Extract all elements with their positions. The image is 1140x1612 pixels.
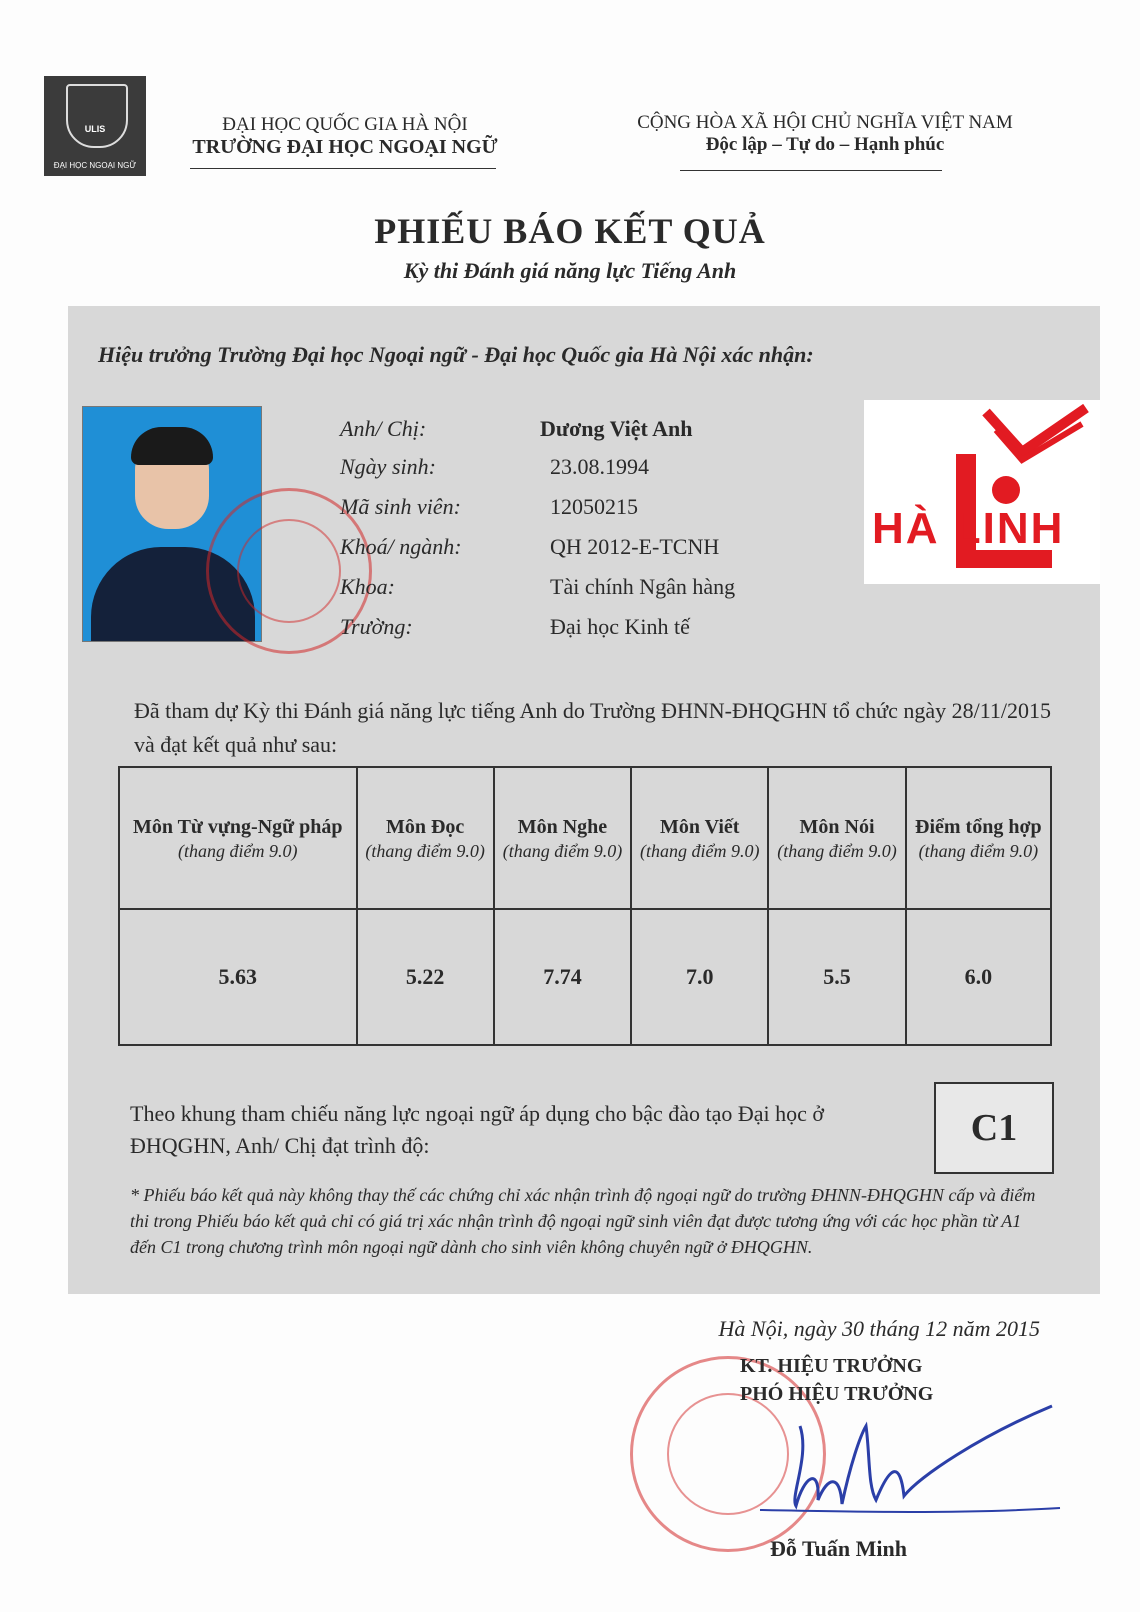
score-grammar: 5.63	[119, 909, 357, 1045]
logo-abbr: ULIS	[84, 124, 106, 134]
label-school: Trường:	[340, 614, 413, 639]
label-course: Khoá/ ngành:	[340, 534, 462, 559]
signatory-line1: KT. HIỆU TRƯỞNG	[740, 1355, 923, 1377]
shield-icon	[66, 84, 128, 148]
page-title: PHIẾU BÁO KẾT QUẢ	[374, 211, 766, 251]
signature-icon	[700, 1396, 1080, 1536]
score-speaking: 5.5	[768, 909, 905, 1045]
table-header-row	[119, 767, 1051, 909]
signatory-line2: PHÓ HIỆU TRƯỞNG	[740, 1383, 934, 1405]
school-logo	[44, 76, 146, 176]
framework-text: Theo khung tham chiếu năng lực ngoại ngữ áp dụng cho bậc đào tạo Đại học ở ĐHQGHN, Anh/ Chị đạt trình độ:	[130, 1101, 825, 1158]
country-name: CỘNG HÒA XÃ HỘI CHỦ NGHĨA VIỆT NAM	[637, 112, 1013, 133]
value-school: Đại học Kinh tế	[550, 614, 690, 639]
value-dob: 23.08.1994	[550, 454, 649, 479]
table-header: Môn Nghe (thang điểm 9.0)	[494, 767, 631, 909]
level-badge: C1	[934, 1082, 1054, 1174]
watermark-logo	[864, 400, 1100, 584]
score-overall: 6.0	[906, 909, 1051, 1045]
footnote: * Phiếu báo kết quả này không thay thế các chứng chỉ xác nhận trình độ ngoại ngữ do trường ĐHNN-ĐHQGHN cấp và điểm thi trong Phiếu báo kết quả chỉ có giá trị xác nhận trình độ ngoại ngữ sinh viên đạt được tương ứng với các học phần từ A1 đến C1 trong chương trình môn ngoại ngữ dành cho sinh viên không chuyên ngữ ở ĐHQGHN.	[130, 1185, 1036, 1257]
university-name: ĐẠI HỌC QUỐC GIA HÀ NỘI	[222, 114, 468, 135]
table-header: Môn Đọc (thang điểm 9.0)	[357, 767, 494, 909]
header-right	[600, 112, 1050, 156]
label-faculty: Khoa:	[340, 574, 395, 599]
score-listening: 7.74	[494, 909, 631, 1045]
logo-caption: ĐẠI HỌC NGOẠI NGỮ	[53, 161, 137, 170]
header-left	[160, 114, 530, 159]
label-student-id: Mã sinh viên:	[340, 494, 461, 519]
signer-name: Đỗ Tuấn Minh	[770, 1536, 907, 1561]
divider	[190, 168, 496, 169]
label-name: Anh/ Chị:	[340, 416, 427, 441]
school-name: TRƯỜNG ĐẠI HỌC NGOẠI NGỮ	[192, 136, 498, 158]
table-header: Điểm tổng hợp (thang điểm 9.0)	[906, 767, 1051, 909]
date-line: Hà Nội, ngày 30 tháng 12 năm 2015	[718, 1316, 1040, 1341]
scores-table	[118, 766, 1052, 1046]
watermark-text: HÀ LINH	[872, 504, 1065, 553]
score-writing: 7.0	[631, 909, 768, 1045]
value-name: Dương Việt Anh	[540, 416, 693, 441]
table-header: Môn Nói (thang điểm 9.0)	[768, 767, 905, 909]
divider	[680, 170, 942, 171]
page-subtitle: Kỳ thi Đánh giá năng lực Tiếng Anh	[403, 258, 737, 283]
value-student-id: 12050215	[550, 494, 638, 519]
table-header: Môn Viết (thang điểm 9.0)	[631, 767, 768, 909]
label-dob: Ngày sinh:	[340, 454, 436, 479]
table-row	[119, 909, 1051, 1045]
value-faculty: Tài chính Ngân hàng	[550, 574, 736, 599]
motto: Độc lập – Tự do – Hạnh phúc	[705, 134, 945, 155]
checkmark-icon	[982, 404, 1094, 474]
participation-text: Đã tham dự Kỳ thi Đánh giá năng lực tiếng Anh do Trường ĐHNN-ĐHQGHN tổ chức ngày 28/11/2015 và đạt kết quả như sau:	[134, 698, 1052, 757]
score-reading: 5.22	[357, 909, 494, 1045]
table-header: Môn Từ vựng-Ngữ pháp (thang điểm 9.0)	[119, 767, 357, 909]
value-course: QH 2012-E-TCNH	[550, 534, 720, 559]
confirm-line: Hiệu trưởng Trường Đại học Ngoại ngữ - Đại học Quốc gia Hà Nội xác nhận:	[98, 342, 814, 367]
